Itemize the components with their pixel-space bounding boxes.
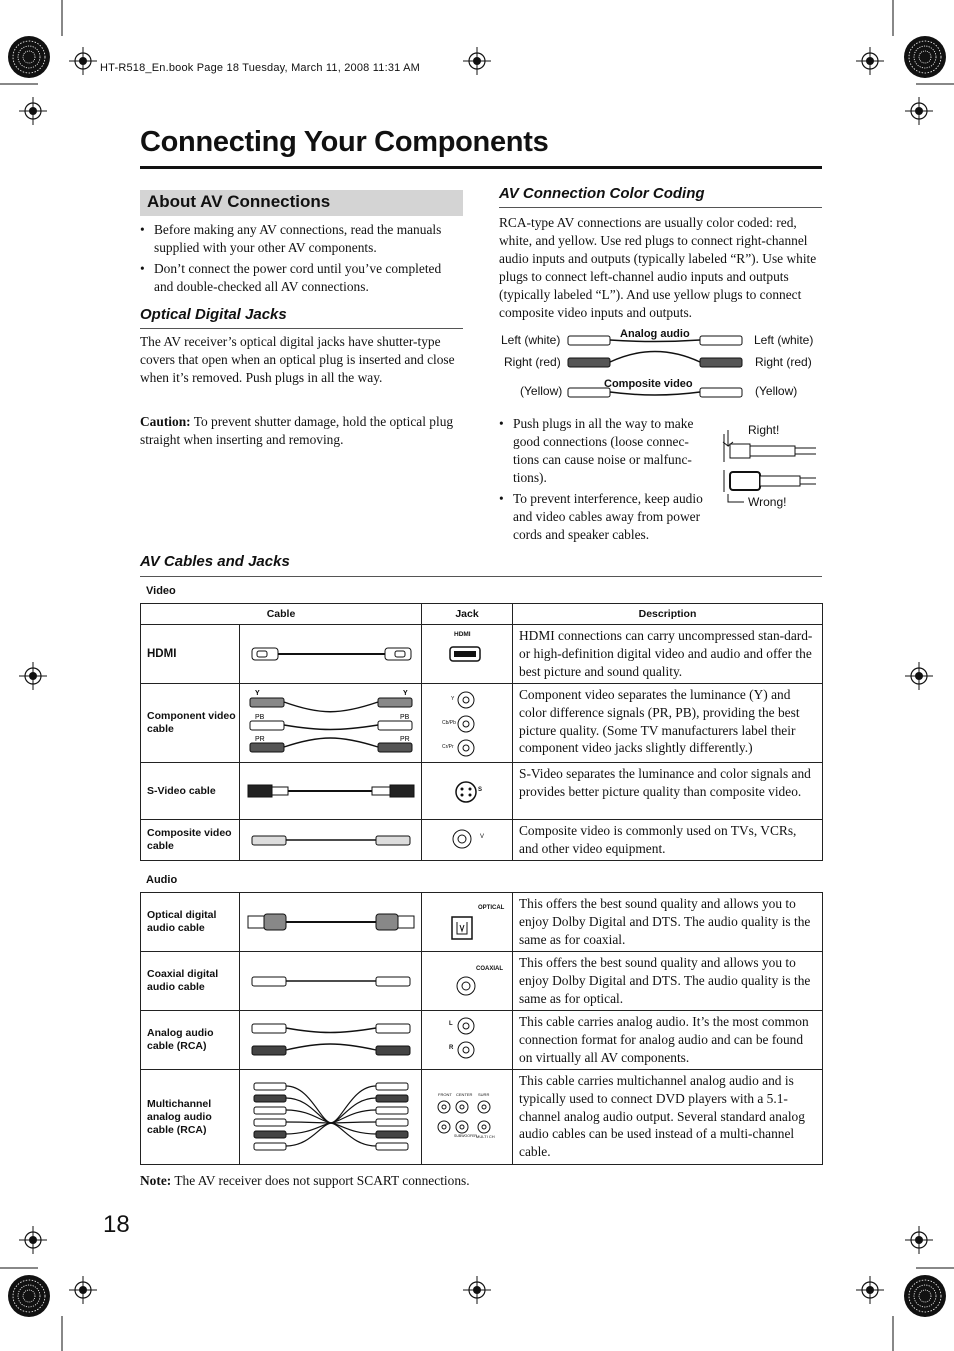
cable-name: Multichannel analog audio cable (RCA) [141, 1070, 240, 1165]
jack-label-cr: Cr/Pr [442, 744, 454, 750]
caution-text: To prevent shutter damage, hold the optical plug straight when inserting and removing. [140, 414, 454, 447]
hdmi-jack-icon [422, 625, 513, 684]
component-jack-icon [422, 684, 513, 763]
video-cable-table [140, 603, 823, 861]
cable-description: HDMI connections can carry uncompressed stan-dard- or high-definition digital video and audio and offer the best picture and sound quality. [513, 625, 823, 684]
table-row [141, 625, 823, 684]
hdmi-cable-icon [240, 625, 422, 684]
col-header-jack: Jack [422, 604, 513, 625]
coaxial-jack-icon [422, 952, 513, 1011]
composite-video-label: Composite video [604, 378, 693, 390]
wrong-insertion-label: Wrong! [748, 495, 787, 509]
about-bullet: • Don’t connect the power cord until you’ve completed and double-checked all AV connections. [140, 260, 463, 296]
rca-plug-right-yellow [700, 388, 742, 397]
jack-label-r: R [449, 1045, 454, 1051]
optical-heading: Optical Digital Jacks [140, 306, 287, 323]
svideo-cable-icon [240, 763, 422, 820]
table-row [141, 1070, 823, 1165]
cable-description: Component video separates the luminance (Y) and color difference signals (PR, PB), providing the best picture quality. (Some TV manufacturers label their component video jacks slightly differently.) [513, 684, 823, 763]
optical-text: The AV receiver’s optical digital jacks have shutter-type covers that open when an optical plug is inserted and close when it’s removed. Push plugs in all the way. [140, 334, 455, 385]
optical-rule [140, 328, 463, 329]
cable-description: S-Video separates the luminance and color signals and provides better picture quality than composite video. [513, 763, 823, 820]
plug-bullet: • Push plugs in all the way to make good connections (loose connec-tions can cause noise or malfunc-tions). [499, 415, 711, 487]
color-coding-rule [499, 207, 822, 208]
jack-label-y: Y [451, 696, 455, 702]
jack-label-center: CENTER [456, 1092, 473, 1097]
analog-audio-cable-icon [240, 1011, 422, 1070]
jack-label: COAXIAL [476, 966, 503, 972]
jack-label: HDMI [454, 631, 471, 638]
caution-paragraph [140, 413, 463, 449]
svg-text:PR: PR [400, 736, 410, 743]
about-bullet-list [140, 221, 463, 299]
composite-jack-icon [422, 820, 513, 861]
cable-name: S-Video cable [141, 763, 240, 820]
analog-audio-label: Analog audio [620, 328, 690, 340]
av-cables-heading: AV Cables and Jacks [140, 553, 290, 570]
multichannel-cable-icon [240, 1070, 422, 1165]
jack-label-surr: SURR [478, 1092, 490, 1097]
audio-cable-table [140, 892, 823, 1165]
cable-description: This offers the best sound quality and allows you to enjoy Dolby Digital and DTS. The audio quality is the same as for optical. [513, 952, 823, 1011]
about-bullet: • Before making any AV connections, read the manuals supplied with your other AV components. [140, 221, 463, 257]
rca-plug-right-white [700, 336, 742, 345]
col-header-cable: Cable [141, 604, 422, 625]
title-rule [140, 166, 822, 169]
right-red-label: Right (red) [504, 355, 561, 369]
table-row [141, 684, 823, 763]
right-insertion-label: Right! [748, 423, 780, 437]
cable-name: Coaxial digital audio cable [141, 952, 240, 1011]
plug-bullet-list [499, 415, 711, 547]
col-header-description: Description [513, 604, 823, 625]
scart-note [140, 1173, 470, 1189]
cable-name: Analog audio cable (RCA) [141, 1011, 240, 1070]
color-coding-text: RCA-type AV connections are usually color coded: red, white, and yellow. Use red plugs to connect right-channel audio inputs and outputs (typically labeled “R”). Use white plugs to connect left-channel audio inputs and outputs (typically labeled “L”). And use yellow plugs to connect composite video inputs and outputs. [499, 215, 817, 320]
table-header-row [141, 604, 823, 625]
jack-label-sub: SUBWOOFER [454, 1134, 477, 1138]
rca-plug-left-red [568, 358, 610, 367]
table-row [141, 820, 823, 861]
optical-jack-icon [422, 893, 513, 952]
yellow-label: (Yellow) [520, 384, 563, 398]
table-row [141, 952, 823, 1011]
right-red-label-right: Right (red) [755, 355, 812, 369]
cable-name: Optical digital audio cable [141, 893, 240, 952]
note-label: Note: [140, 1173, 172, 1188]
svg-text:PB: PB [400, 714, 410, 721]
video-section-label: Video [146, 585, 176, 597]
yellow-label-right: (Yellow) [755, 384, 798, 398]
jack-label-front: FRONT [438, 1092, 452, 1097]
cable-name: Composite video cable [141, 820, 240, 861]
table-row [141, 763, 823, 820]
jack-label-l: L [449, 1021, 453, 1027]
cable-description: This cable carries multichannel analog audio and is typically used to connect DVD players with a 5.1-channel analog audio output. Several standard analog audio cables can be used instead of a multi-channel cable. [513, 1070, 823, 1165]
svg-text:PB: PB [255, 714, 265, 721]
plug-insertion-diagram [720, 426, 820, 506]
jack-label: V [480, 834, 485, 840]
svg-text:PR: PR [255, 736, 265, 743]
jack-label-cb: Cb/Pb [442, 720, 456, 726]
svg-text:Y: Y [255, 690, 260, 697]
composite-cable-icon [240, 820, 422, 861]
color-coding-diagram [560, 328, 760, 408]
analog-audio-jack-icon [422, 1011, 513, 1070]
jack-label: S [478, 787, 483, 793]
book-header-line: HT-R518_En.book Page 18 Tuesday, March 11, 2008 11:31 AM [100, 62, 421, 74]
cable-description: Composite video is commonly used on TVs, VCRs, and other video equipment. [513, 820, 823, 861]
note-text: The AV receiver does not support SCART connections. [171, 1173, 470, 1188]
av-cables-rule [140, 576, 822, 577]
coaxial-cable-icon [240, 952, 422, 1011]
multichannel-jack-icon [422, 1070, 513, 1165]
audio-section-label: Audio [146, 874, 178, 886]
svideo-jack-icon [422, 763, 513, 820]
table-row [141, 893, 823, 952]
svg-text:Y: Y [403, 690, 408, 697]
rca-plug-right-red [700, 358, 742, 367]
left-white-label-right: Left (white) [754, 333, 814, 347]
cable-description: This cable carries analog audio. It’s the most common connection format for analog audio and can be found on virtually all AV components. [513, 1011, 823, 1070]
component-cable-icon [240, 684, 422, 763]
color-coding-heading: AV Connection Color Coding [499, 185, 705, 202]
cable-description: This offers the best sound quality and allows you to enjoy Dolby Digital and DTS. The audio quality is the same as for coaxial. [513, 893, 823, 952]
plug-bullet: • To prevent interference, keep audio and video cables away from power cords and speaker cables. [499, 490, 711, 544]
about-heading: About AV Connections [147, 192, 331, 211]
rca-plug-left-white [568, 336, 610, 345]
left-white-label: Left (white) [501, 333, 561, 347]
page-number: 18 [103, 1211, 130, 1238]
page-title: Connecting Your Components [140, 126, 549, 158]
jack-label: OPTICAL [478, 905, 505, 911]
cable-name: Component video cable [141, 684, 240, 763]
caution-label: Caution: [140, 414, 191, 429]
table-row [141, 1011, 823, 1070]
optical-cable-icon [240, 893, 422, 952]
cable-name: HDMI [141, 625, 240, 684]
jack-label-multi: MULTI CH [476, 1134, 495, 1139]
